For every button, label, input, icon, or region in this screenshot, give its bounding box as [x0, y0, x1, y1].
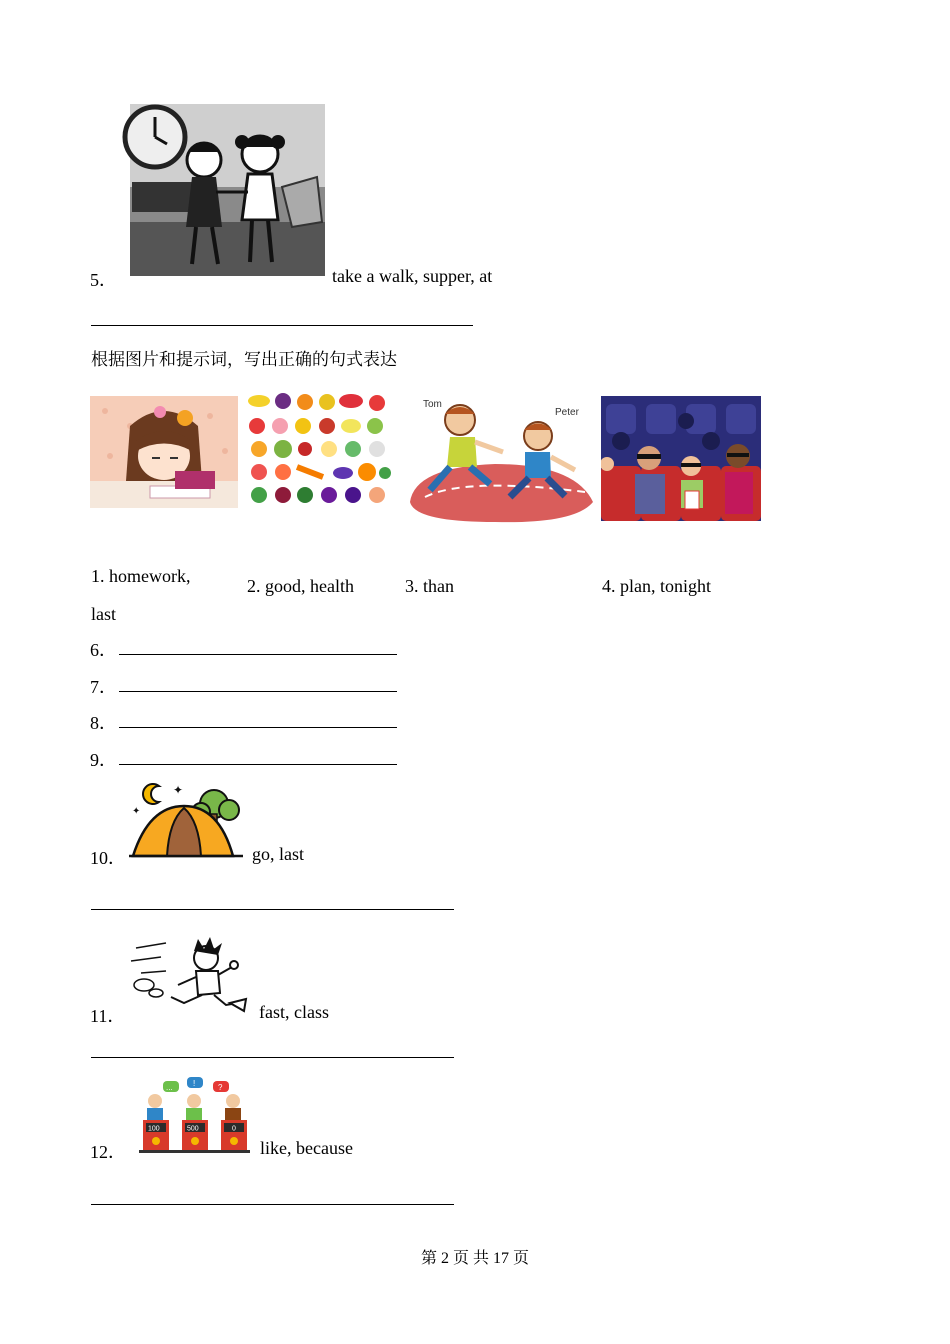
bubble-1: ... — [166, 1083, 173, 1092]
homework-girl-picture — [90, 396, 238, 508]
question-11-number: 11． — [90, 1006, 126, 1026]
answer-line-10[interactable] — [91, 909, 454, 910]
answer-line-6[interactable] — [119, 654, 397, 655]
walk-picture — [122, 92, 332, 280]
bubble-3: ? — [218, 1083, 223, 1092]
answer-line-11[interactable] — [91, 1057, 454, 1058]
svg-text:✦: ✦ — [173, 783, 184, 797]
answer-line-9[interactable] — [119, 764, 397, 765]
question-12-hint: like, because — [260, 1138, 353, 1158]
section-title: 根据图片和提示词，写出正确的句式表达 — [91, 350, 397, 370]
quiz-show-icon — [137, 1075, 252, 1155]
answer-line-8[interactable] — [119, 727, 397, 728]
cinema-picture — [601, 396, 761, 521]
picture-hint-3: 3. than — [405, 576, 454, 596]
podium-score-2: 500 — [187, 1125, 199, 1133]
podium-score-3: 0 — [232, 1125, 236, 1133]
race-picture — [405, 392, 595, 525]
question-7-number: 7． — [90, 677, 117, 697]
bubble-2: ! — [193, 1079, 196, 1088]
answer-line-12[interactable] — [91, 1204, 454, 1205]
camping-tent-icon — [129, 776, 243, 860]
question-12-number: 12． — [90, 1142, 126, 1162]
question-10-hint: go, last — [252, 844, 304, 864]
vegetables-picture — [245, 389, 396, 511]
tom-label: Tom — [423, 399, 442, 410]
page-footer: 第 2 页 共 17 页 — [420, 1250, 529, 1267]
running-boy-icon — [126, 933, 250, 1021]
answer-line-5[interactable] — [91, 325, 473, 326]
picture-hint-2: 2. good, health — [247, 576, 354, 596]
question-11-hint: fast, class — [259, 1002, 329, 1022]
podium-score-1: 100 — [148, 1125, 160, 1133]
picture-hint-1-line2: last — [91, 604, 116, 624]
question-6-number: 6． — [90, 640, 117, 660]
answer-line-7[interactable] — [119, 691, 397, 692]
picture-hint-1-line1: 1. homework, — [91, 566, 191, 586]
question-9-number: 9． — [90, 750, 117, 770]
picture-hint-4: 4. plan, tonight — [602, 576, 711, 596]
picture-hint-1 — [91, 557, 190, 633]
question-10-number: 10． — [90, 848, 126, 868]
svg-text:✦: ✦ — [132, 806, 141, 817]
question-8-number: 8． — [90, 713, 117, 733]
peter-label: Peter — [555, 407, 579, 418]
question-5-hint: take a walk, supper, at — [332, 266, 493, 286]
question-5-number: 5． — [90, 270, 117, 290]
